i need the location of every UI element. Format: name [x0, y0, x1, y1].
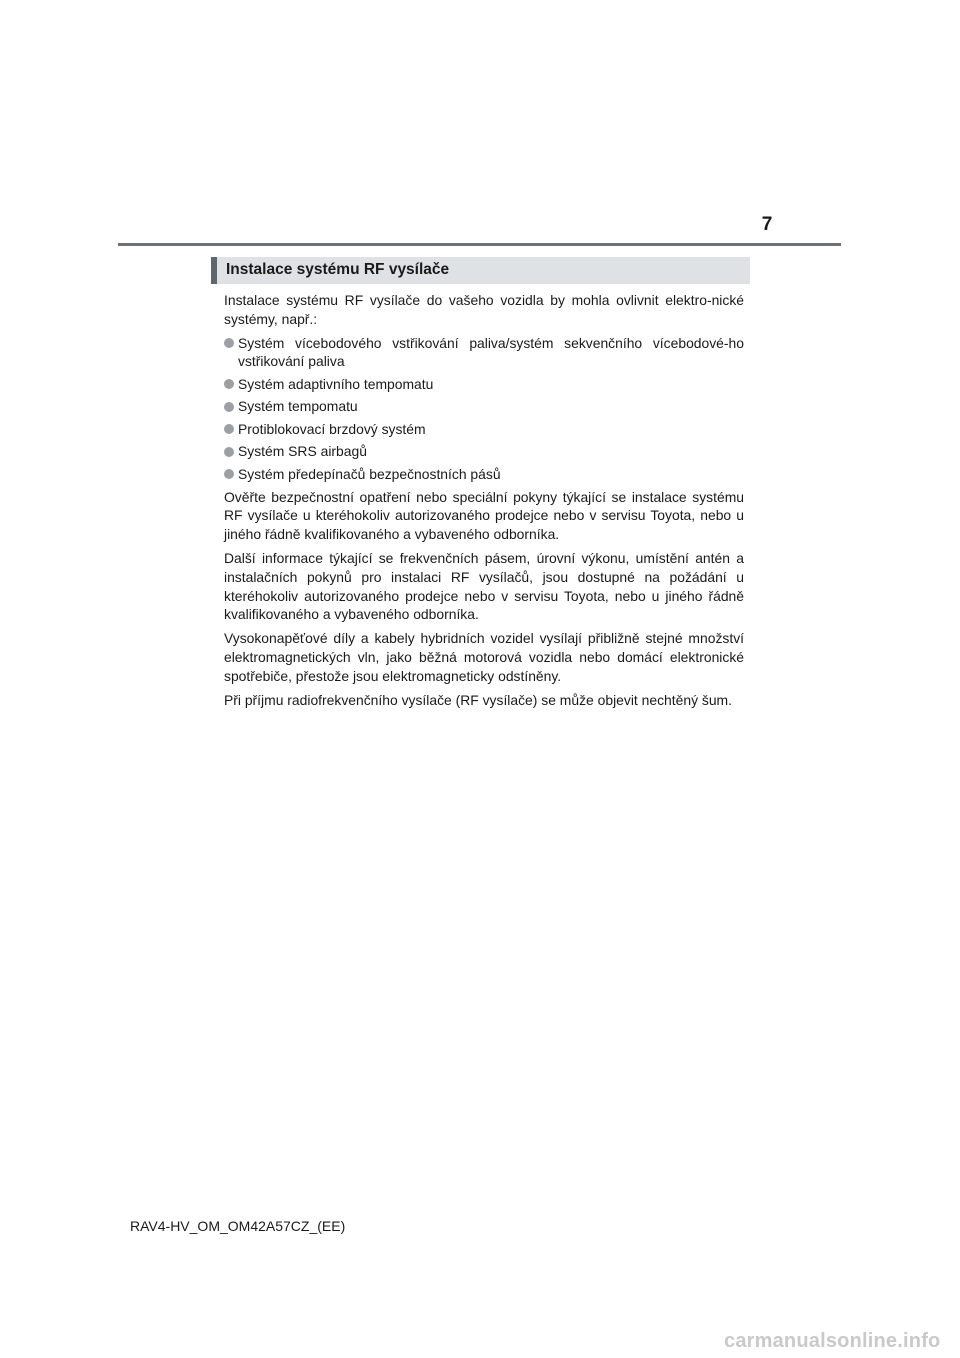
- section-heading-title: Instalace systému RF vysílače: [226, 261, 450, 278]
- watermark: carmanualsonline.info: [724, 1330, 941, 1352]
- affected-systems-list: [224, 334, 744, 484]
- list-item-text: Systém předepínačů bezpečnostních pásů: [238, 465, 501, 482]
- bullet-icon: [224, 338, 234, 348]
- bullet-icon: [224, 424, 234, 434]
- list-item-text: Systém tempomatu: [238, 398, 358, 415]
- bullet-icon: [224, 402, 234, 412]
- list-item: [224, 465, 744, 484]
- top-rule-divider: [118, 243, 841, 246]
- list-item: [224, 442, 744, 461]
- bullet-icon: [224, 379, 234, 389]
- intro-paragraph: Instalace systému RF vysílače do vašeho vozidla by mohla ovlivnit elektro-nické systémy, např.:: [224, 292, 744, 327]
- list-item-text: Protiblokovací brzdový systém: [238, 420, 426, 437]
- body-paragraph: Při příjmu radiofrekvenčního vysílače (RF vysílače) se může objevit nechtěný šum.: [224, 691, 732, 708]
- section-body: [224, 291, 744, 714]
- body-paragraph: Další informace týkající se frekvenčních pásem, úrovní výkonu, umístění antén a instalačních pokynů pro instalaci RF vysílačů, jsou dostupné na požádání u kteréhokoliv autorizovaného prodejce nebo v servisu Toyota, nebo u jiného řádně kvalifikovaného a vybaveného odborníka.: [224, 550, 744, 623]
- list-item-text: Systém vícebodového vstřikování paliva/systém sekvenčního vícebodové-ho vstřikování paliva: [238, 334, 744, 370]
- page-number: 7: [761, 214, 773, 235]
- body-paragraph: Vysokonapěťové díly a kabely hybridních vozidel vysílají přibližně stejné množství elektromagnetických vln, jako běžná motorová vozidla nebo domácí elektronické spotřebiče, přestože jsou elektromagneticky odstíněny.: [224, 630, 744, 684]
- list-item-text: Systém SRS airbagů: [238, 443, 367, 460]
- bullet-icon: [224, 447, 234, 457]
- body-paragraph: Ověřte bezpečnostní opatření nebo speciální pokyny týkající se instalace systému RF vysílače u kteréhokoliv autorizovaného prodejce nebo v servisu Toyota, nebo u jiného řádně kvalifikovaného a vybaveného odborníka.: [224, 488, 744, 543]
- bullet-icon: [224, 469, 234, 479]
- list-item: [224, 375, 744, 394]
- list-item-text: Systém adaptivního tempomatu: [238, 375, 434, 392]
- list-item: [224, 397, 744, 416]
- list-item: [224, 420, 744, 439]
- document-code: RAV4-HV_OM_OM42A57CZ_(EE): [130, 1218, 346, 1234]
- section-heading-bar: [211, 257, 750, 284]
- list-item: [224, 334, 744, 372]
